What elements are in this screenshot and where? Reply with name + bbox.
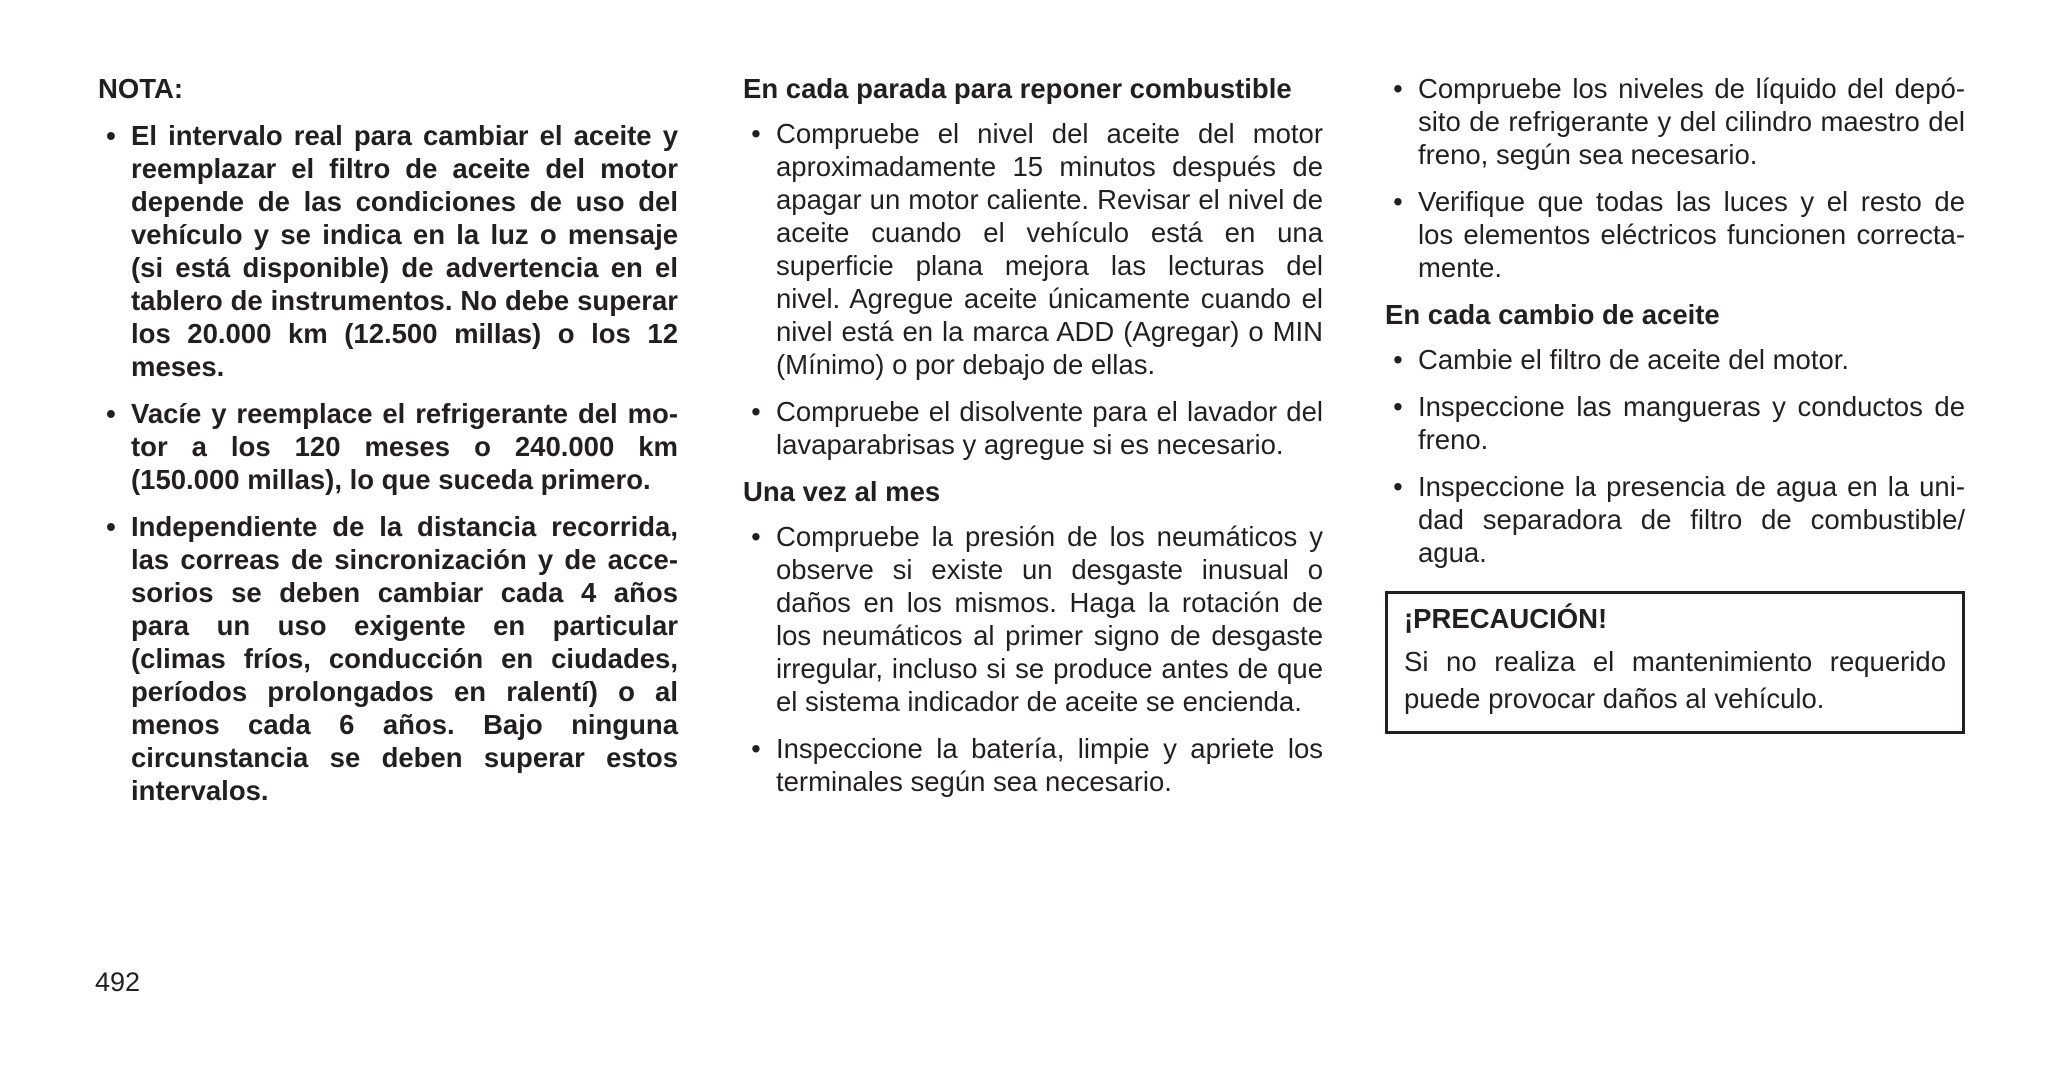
monthly-list xyxy=(743,520,1323,798)
list-item xyxy=(743,395,1323,461)
page-number: 492 xyxy=(95,967,141,997)
bullet-icon: • xyxy=(106,398,116,429)
list-item-text: Compruebe los niveles de líquido del depósito de refrigerante y del cilindro maestro del freno, según sea necesario. xyxy=(1418,73,1965,170)
list-item xyxy=(1385,343,1965,376)
list-item-text: Compruebe el nivel del aceite del motor aproximadamente 15 minutos después de apagar un motor caliente. Revisar el nivel de aceite cuando el vehículo está en una superficie plana mejora las lecturas del nivel. Agregue aceite únicamente cuando el nivel está en la marca ADD (Agregar) o MIN (Mínimo) o por debajo de ellas. xyxy=(776,118,1323,380)
list-item-text: El intervalo real para cambiar el aceite y reemplazar el filtro de aceite del motor depende de las condiciones de uso del vehículo y se indica en la luz o mensaje (si está disponible) de advertencia en el tablero de instrumentos. No debe superar los 20.000 km (12.500 millas) o los 12 meses. xyxy=(131,120,678,382)
section-heading-oil-change: En cada cambio de aceite xyxy=(1385,299,1720,330)
list-item-text: Inspeccione la presencia de agua en la unidad separadora de filtro de combustible/ agua. xyxy=(1418,471,1965,568)
bullet-icon: • xyxy=(751,118,761,149)
caution-title: ¡PRECAUCIÓN! xyxy=(1404,603,1608,634)
bullet-icon: • xyxy=(1393,344,1403,375)
caution-text: Si no realiza el mantenimiento requerido puede provocar daños al vehículo. xyxy=(1404,646,1946,714)
bullet-icon: • xyxy=(751,396,761,427)
section-heading-monthly: Una vez al mes xyxy=(743,476,941,507)
refuel-list xyxy=(743,117,1323,461)
bullet-icon: • xyxy=(1393,391,1403,422)
list-item-text: Compruebe la presión de los neumáticos y observe si existe un desgaste inusual o daños en los mismos. Haga la rotación de los neumáticos al primer signo de desgaste irregular, incluso si se produce antes de que el sistema indicador de aceite se encienda. xyxy=(776,521,1323,717)
section-heading-refuel: En cada parada para reponer combustible xyxy=(743,73,1292,104)
bullet-icon: • xyxy=(1393,186,1403,217)
list-item xyxy=(743,732,1323,798)
oil-change-list xyxy=(1385,343,1965,569)
column-2 xyxy=(743,72,1323,812)
list-item xyxy=(98,510,678,807)
list-item xyxy=(98,397,678,496)
bullet-icon: • xyxy=(1393,73,1403,104)
list-item-text: Cambie el filtro de aceite del motor. xyxy=(1418,344,1850,375)
list-item xyxy=(1385,390,1965,456)
list-item xyxy=(743,520,1323,718)
note-heading: NOTA: xyxy=(98,73,184,104)
caution-box xyxy=(1385,591,1965,734)
list-item-text: Inspeccione las mangueras y conductos de freno. xyxy=(1418,391,1965,455)
list-item xyxy=(1385,470,1965,569)
bullet-icon: • xyxy=(106,120,116,151)
list-item-text: Vacíe y reemplace el refrigerante del motor a los 120 meses o 240.000 km (150.000 millas), lo que suceda primero. xyxy=(131,398,678,495)
bullet-icon: • xyxy=(106,511,116,542)
list-item xyxy=(1385,185,1965,284)
list-item-text: Compruebe el disolvente para el lavador del lavaparabrisas y agregue si es necesario. xyxy=(776,396,1323,460)
list-item xyxy=(98,119,678,383)
list-item-text: Independiente de la distancia recorrida, las correas de sincronización y de accesorios se deben cambiar cada 4 años para un uso exigente en particular (climas fríos, conducción en ciudades, períodos prolongados en ralentí) o al menos cada 6 años. Bajo ninguna circunstancia se deben superar estos intervalos. xyxy=(131,511,678,806)
list-item-text: Inspeccione la batería, limpie y apriete los terminales según sea necesario. xyxy=(776,733,1323,797)
bullet-icon: • xyxy=(751,521,761,552)
bullet-icon: • xyxy=(751,733,761,764)
column-3 xyxy=(1385,72,1965,734)
monthly-list-continued xyxy=(1385,72,1965,284)
list-item xyxy=(1385,72,1965,171)
list-item-text: Verifique que todas las luces y el resto de los elementos eléctricos funcionen correctamente. xyxy=(1418,186,1965,283)
list-item xyxy=(743,117,1323,381)
column-1 xyxy=(98,72,678,821)
note-list xyxy=(98,119,678,807)
bullet-icon: • xyxy=(1393,471,1403,502)
